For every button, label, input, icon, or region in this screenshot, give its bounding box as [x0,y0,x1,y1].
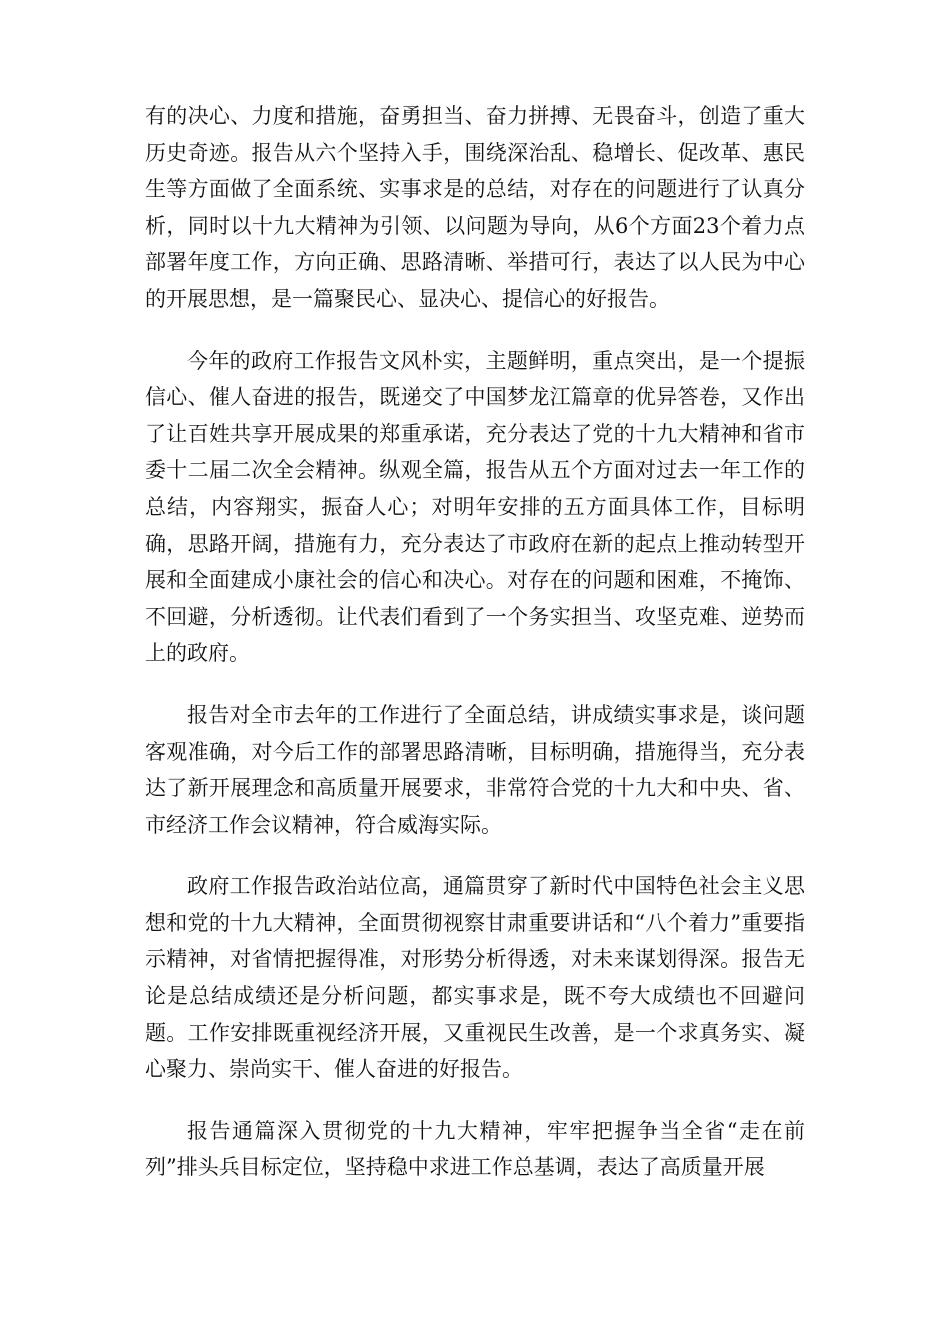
paragraph-4: 政府工作报告政治站位高，通篇贯穿了新时代中国特色社会主义思想和党的十九大精神，全面贯彻视察甘肃重要讲话和“八个着力”重要指示精神，对省情把握得准，对形势分析得透，对未来谋划得深。报告无论是总结成绩还是分析问题，都实事求是，既不夸大成绩也不回避问题。工作安排既重视经济开展，又重视民生改善，是一个求真务实、凝心聚力、崇尚实干、催人奋进的好报告。 [145,874,805,1082]
paragraph-2: 今年的政府工作报告文风朴实，主题鲜明，重点突出，是一个提振信心、催人奋进的报告，既递交了中国梦龙江篇章的优异答卷，又作出了让百姓共享开展成果的郑重承诺，充分表达了党的十九大精神和省市委十二届二次全会精神。纵观全篇，报告从五个方面对过去一年工作的总结，内容翔实，振奋人心；对明年安排的五方面具体工作，目标明确，思路开阔，措施有力，充分表达了市政府在新的起点上推动转型开展和全面建成小康社会的信心和决心。对存在的问题和困难，不掩饰、不回避，分析透彻。让代表们看到了一个务实担当、攻坚克难、逆势而上的政府。 [145,348,805,666]
paragraph-3: 报告对全市去年的工作进行了全面总结，讲成绩实事求是，谈问题客观准确，对今后工作的部署思路清晰，目标明确，措施得当，充分表达了新开展理念和高质量开展要求，非常符合党的十九大和中央、省、市经济工作会议精神，符合威海实际。 [145,702,805,837]
document-page [145,98,805,1211]
paragraph-5: 报告通篇深入贯彻党的十九大精神，牢牢把握争当全省“走在前列”排头兵目标定位，坚持稳中求进工作总基调，表达了高质量开展 [145,1118,805,1180]
paragraph-1: 有的决心、力度和措施，奋勇担当、奋力拼搏、无畏奋斗，创造了重大历史奇迹。报告从六个坚持入手，围绕深治乱、稳增长、促改革、惠民生等方面做了全面系统、实事求是的总结，对存在的问题进行了认真分析，同时以十九大精神为引领、以问题为导向，从6个方面23个着力点部署年度工作，方向正确、思路清晰、举措可行，表达了以人民为中心的开展思想，是一篇聚民心、显决心、提信心的好报告。 [145,104,805,311]
